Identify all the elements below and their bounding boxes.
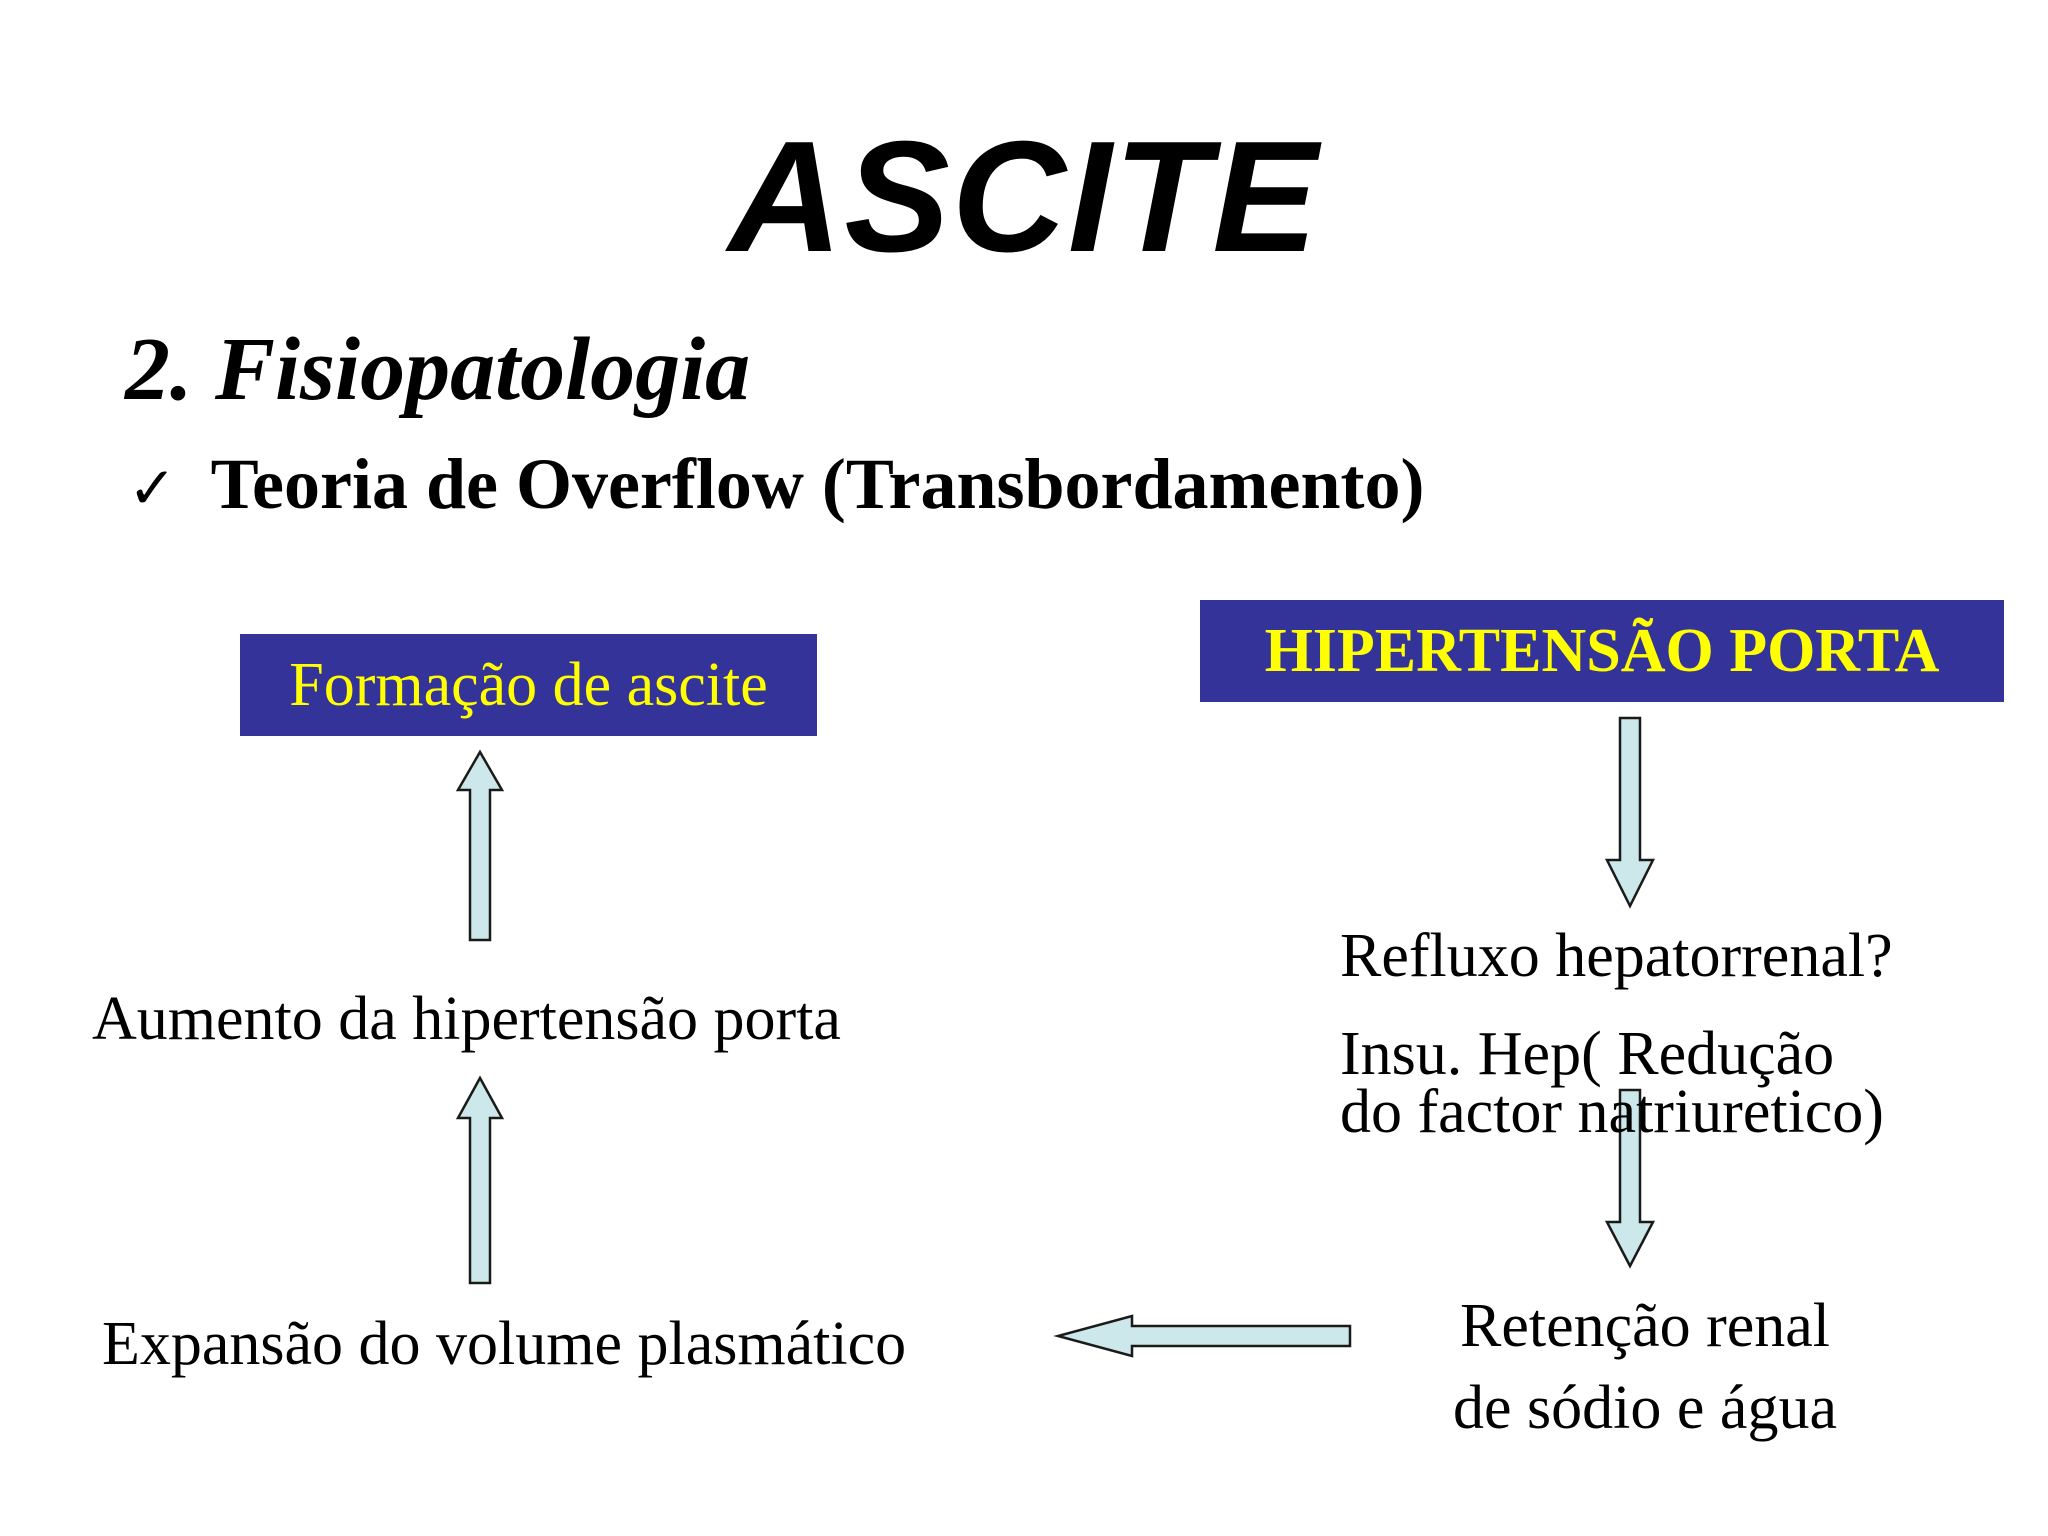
bullet-text: Teoria de Overflow (Transbordamento) [210,444,1425,524]
retencao-line-1: Retenção renal [1459,1292,1831,1360]
hipertensao-porta-box: HIPERTENSÃO PORTA [1200,600,2004,702]
section-heading: 2. Fisiopatologia [125,320,751,419]
insuficiencia-hepatica-text [1340,1020,1884,1146]
aumento-hipertensao-text: Aumento da hipertensão porta [92,985,841,1053]
insu-line-1: Insu. Hep( Redução [1340,1020,1835,1088]
slide-title: ASCITE [728,109,1320,285]
retencao-line-2: de sódio e água [1453,1374,1837,1442]
arrow-left-to-expansao [1058,1316,1350,1356]
formacao-ascite-box: Formação de ascite [240,634,817,736]
retencao-renal-text [1375,1285,1915,1449]
expansao-volume-text: Expansão do volume plasmático [102,1310,907,1378]
arrow-up-to-formacao [458,752,502,940]
insu-line-2: do factor natriuretico) [1340,1078,1884,1146]
arrow-down-from-hipertensao [1607,718,1653,906]
check-icon: ✓ [128,454,177,522]
arrow-up-to-aumento [458,1078,502,1283]
refluxo-hepatorrenal-text: Refluxo hepatorrenal? [1340,922,1893,990]
